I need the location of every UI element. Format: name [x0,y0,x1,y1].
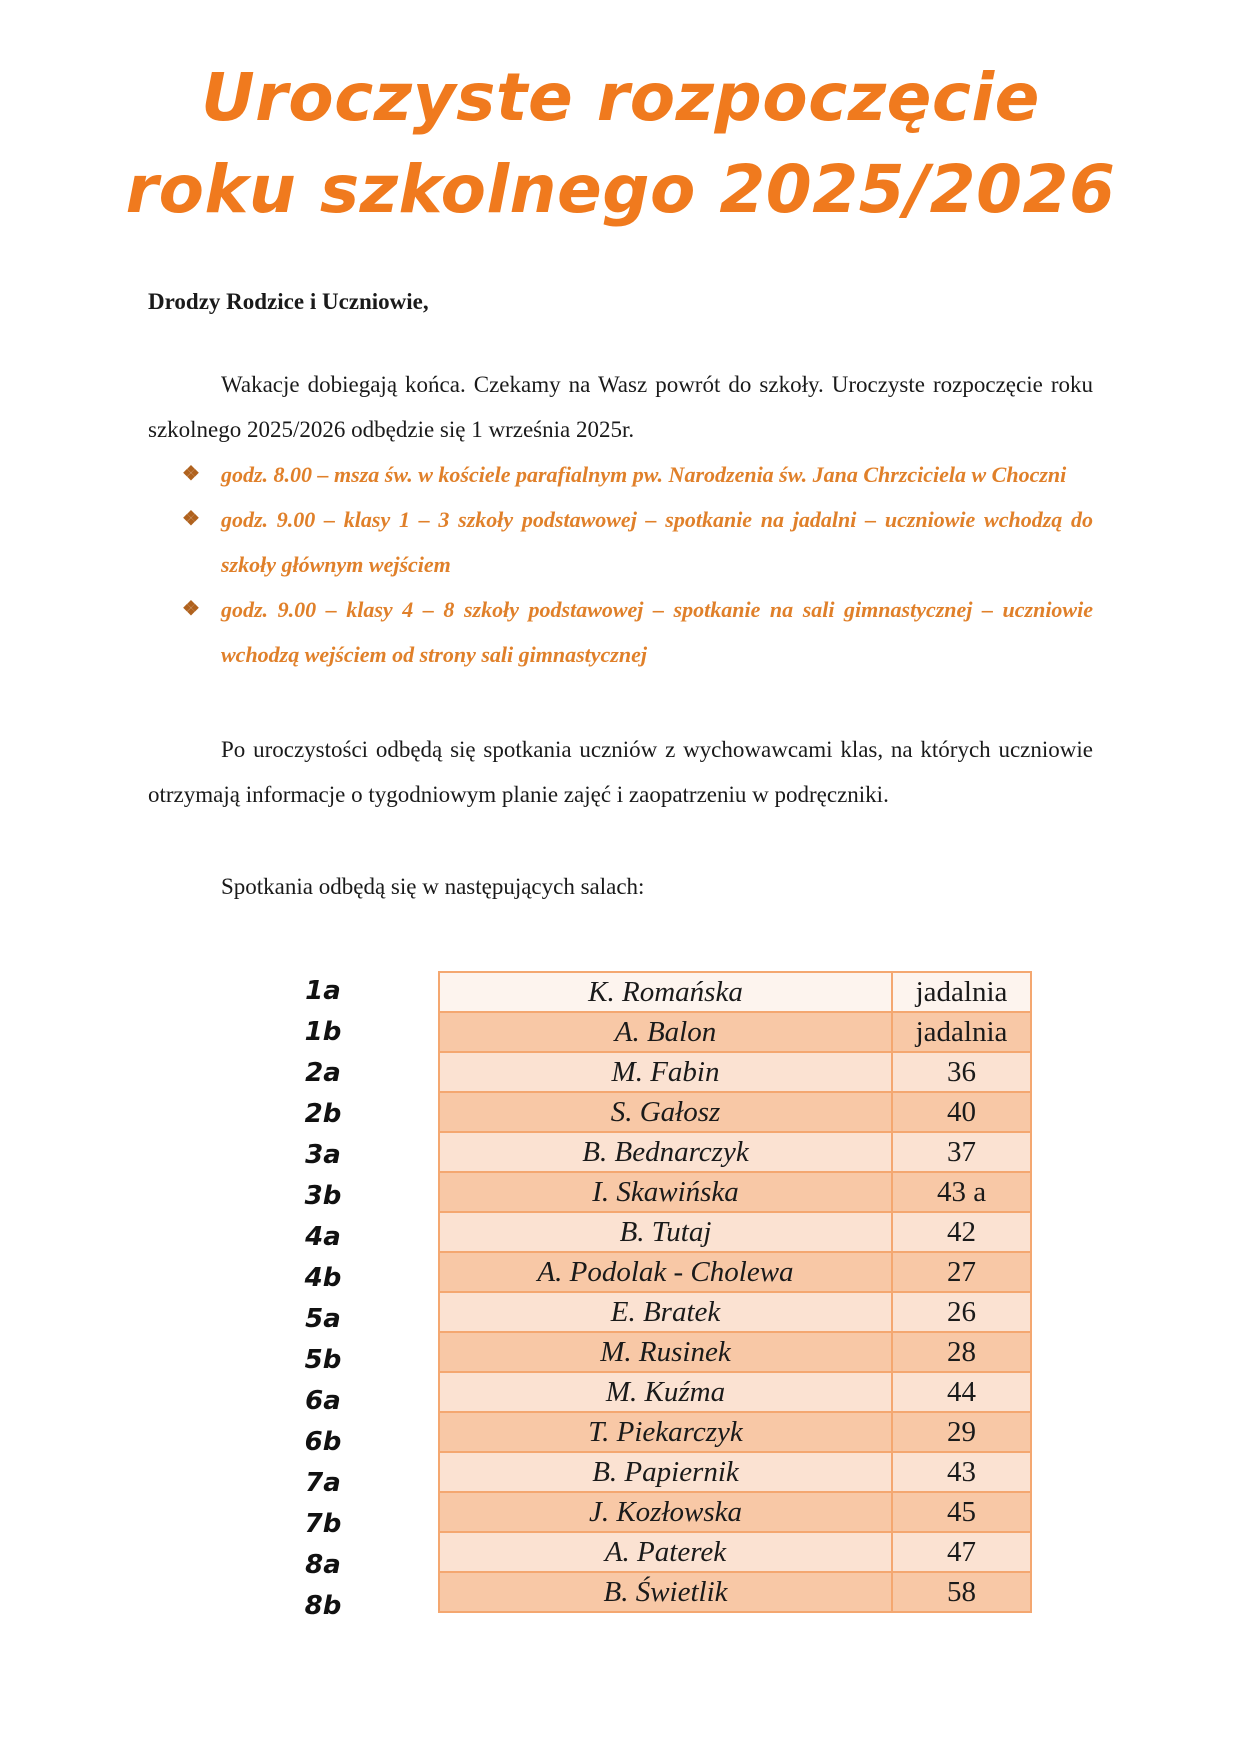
table-row [439,1492,1031,1532]
table-row [439,1532,1031,1572]
room-cell: jadalnia [892,1012,1031,1052]
class-label: 7a [305,1468,341,1498]
class-label: 1b [304,1017,342,1047]
room-cell: 58 [892,1572,1031,1612]
class-label: 5b [304,1345,342,1375]
class-label: 4a [305,1222,341,1252]
class-label: 4b [304,1263,342,1293]
schedule-item-text: godz. 9.00 – klasy 1 – 3 szkoły podstawowej – spotkanie na jadalni – uczniowie wchodzą do szkoły głównym wejściem [221,507,1093,577]
schedule-item-text: godz. 9.00 – klasy 4 – 8 szkoły podstawowej – spotkanie na sali gimnastycznej – uczniowie wchodzą wejściem od strony sali gimnastycznej [221,597,1093,667]
teacher-cell: B. Tutaj [439,1212,892,1252]
page-title [0,52,1241,236]
table-row [439,1292,1031,1332]
rooms-table [438,971,1032,1613]
room-cell: 47 [892,1532,1031,1572]
schedule-item [148,452,1093,497]
table-row [439,1132,1031,1172]
room-cell: 43 [892,1452,1031,1492]
teacher-cell: E. Bratek [439,1292,892,1332]
table-row [439,1012,1031,1052]
table-row [439,1212,1031,1252]
class-label: 8a [305,1550,341,1580]
class-label: 2a [305,1058,341,1088]
teacher-cell: K. Romańska [439,972,892,1012]
table-row [439,1412,1031,1452]
table-row [439,1052,1031,1092]
room-cell: jadalnia [892,972,1031,1012]
room-cell: 29 [892,1412,1031,1452]
room-cell: 36 [892,1052,1031,1092]
class-label: 6b [304,1427,342,1457]
class-label: 1a [305,976,341,1006]
class-labels [268,971,378,1627]
title-line-1: Uroczyste rozpoczęcie [201,59,1040,136]
rooms-intro: Spotkania odbędą się w następujących salach: [221,874,645,899]
schedule-item-text: godz. 8.00 – msza św. w kościele parafialnym pw. Narodzenia św. Jana Chrzciciela w Choczni [221,462,1067,487]
teacher-cell: B. Papiernik [439,1452,892,1492]
teacher-cell: B. Świetlik [439,1572,892,1612]
class-label: 8b [304,1591,342,1621]
teacher-cell: J. Kozłowska [439,1492,892,1532]
teacher-cell: A. Balon [439,1012,892,1052]
teacher-cell: M. Rusinek [439,1332,892,1372]
greeting: Drodzy Rodzice i Uczniowie, [148,289,429,314]
class-label: 3a [305,1140,341,1170]
teacher-cell: T. Piekarczyk [439,1412,892,1452]
diamond-bullet-icon: ❖ [182,508,200,530]
class-label: 5a [305,1304,341,1334]
table-row [439,1572,1031,1612]
teacher-cell: S. Gałosz [439,1092,892,1132]
diamond-bullet-icon: ❖ [182,463,200,485]
schedule-item [148,587,1093,677]
teacher-cell: B. Bednarczyk [439,1132,892,1172]
class-label: 7b [304,1509,342,1539]
schedule-item [148,497,1093,587]
room-cell: 44 [892,1372,1031,1412]
teacher-cell: A. Paterek [439,1532,892,1572]
table-row [439,1332,1031,1372]
teacher-cell: A. Podolak - Cholewa [439,1252,892,1292]
room-cell: 40 [892,1092,1031,1132]
room-cell: 26 [892,1292,1031,1332]
class-label: 6a [305,1386,341,1416]
diamond-bullet-icon: ❖ [182,598,200,620]
class-label: 2b [304,1099,342,1129]
intro-paragraph: Wakacje dobiegają końca. Czekamy na Wasz powrót do szkoły. Uroczyste rozpoczęcie roku szkolnego 2025/2026 odbędzie się 1 września 2025r. [148,372,1093,442]
table-row [439,1092,1031,1132]
schedule-list [148,452,1093,677]
table-row [439,1372,1031,1412]
room-cell: 27 [892,1252,1031,1292]
room-cell: 43 a [892,1172,1031,1212]
room-cell: 45 [892,1492,1031,1532]
after-ceremony-paragraph: Po uroczystości odbędą się spotkania uczniów z wychowawcami klas, na których uczniowie otrzymają informacje o tygodniowym planie zajęć i zaopatrzeniu w podręczniki. [148,737,1093,807]
teacher-cell: M. Kuźma [439,1372,892,1412]
class-label: 3b [304,1181,342,1211]
table-row [439,1252,1031,1292]
room-cell: 37 [892,1132,1031,1172]
teacher-cell: M. Fabin [439,1052,892,1092]
teacher-cell: I. Skawińska [439,1172,892,1212]
title-line-2: roku szkolnego 2025/2026 [125,151,1116,228]
table-row [439,972,1031,1012]
table-row [439,1452,1031,1492]
room-cell: 28 [892,1332,1031,1372]
table-row [439,1172,1031,1212]
room-cell: 42 [892,1212,1031,1252]
